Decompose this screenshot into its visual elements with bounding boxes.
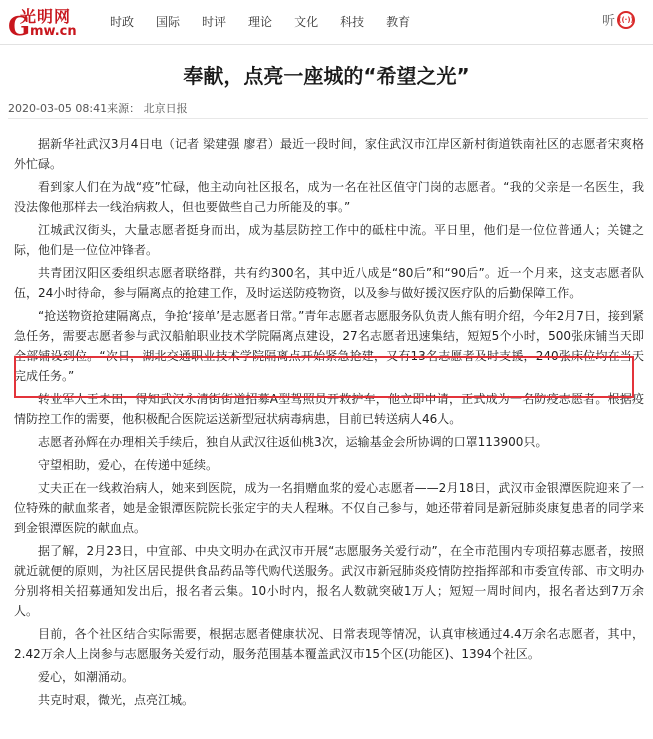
article-paragraph: 目前，各个社区结合实际需要，根据志愿者健康状况、日常表现等情况，认真审核通过4.4万余名志愿者，其中，2.42万余人上岗参与志愿服务关爱行动，服务范围基本覆盖武汉市15个区(功能区)、1394个社区。 [14,627,644,661]
article-body [14,134,644,713]
nav-item-jiaoyu[interactable]: 教育 [386,15,411,29]
article-paragraph: 据了解，2月23日，中宣部、中央文明办在武汉市开展“志愿服务关爱行动”，在全市范围内专项招募志愿者，按照就近就便的原则，为社区居民提供食品药品等代购代送服务。武汉市新冠肺炎疫情防控指挥部和市委宣传部、市文明办分别将相关招募通知发出后，报名者云集。10小时内，报名人数就突破1万人；短短一周时间内，报名者达到7万余人。 [14,544,644,618]
article-paragraph: 共青团汉阳区委组织志愿者联络群，共有约300名，其中近八成是“80后”和“90后”。近一个月来，这支志愿者队伍，24小时待命，参与隔离点的抢建工作，及时运送防疫物资，以及参与做好援汉医疗队的后勤保障工作。 [14,266,644,300]
nav-item-wenhua[interactable]: 文化 [294,15,319,29]
nav-item-guoji[interactable]: 国际 [156,15,181,29]
headphones-icon: ((·)) [617,11,635,29]
site-header [0,0,653,44]
nav-item-lilun[interactable]: 理论 [248,15,273,29]
listen-button[interactable] [602,10,635,29]
nav-item-keji[interactable]: 科技 [340,15,365,29]
logo-text: 光明网 [20,7,72,26]
article-paragraph: 江城武汉街头，大量志愿者挺身而出，成为基层防控工作中的砥柱中流。平日里，他们是一位位普通人；关键之际，他们是一位位冲锋者。 [14,223,644,257]
article-paragraph: 守望相助，爱心，在传递中延续。 [38,458,219,472]
article-paragraph: 看到家人们在为战“疫”忙碌，他主动向社区报名，成为一名在社区值守门岗的志愿者。“我的父亲是一名医生，我没法像他那样去一线治病救人，但也要做些自己力所能及的事。” [14,180,644,214]
article-paragraph: 共克时艰，微光，点亮江城。 [38,693,195,707]
meta-divider [8,118,648,119]
article-paragraph: 爱心，如潮涌动。 [38,670,135,684]
header-divider [0,44,653,45]
main-nav [110,14,432,30]
nav-item-shiping[interactable]: 时评 [202,15,227,29]
article-meta: 2020-03-05 08:41来源： 北京日报 [8,102,188,115]
article-paragraph: 据新华社武汉3月4日电（记者 梁建强 廖君）最近一段时间，家住武汉市江岸区新村街道铁南社区的志愿者宋爽格外忙碌。 [14,137,644,171]
article-paragraph: 丈夫正在一线救治病人，她来到医院，成为一名捐赠血浆的爱心志愿者——2月18日，武汉市金银潭医院迎来了一位特殊的献血浆者，她是金银潭医院院长张定宇的夫人程琳。不仅自己参与，她还带着同是新冠肺炎康复患者的同学来到金银潭医院的献血点。 [14,481,644,535]
article-paragraph: “抢送物资抢建隔离点，争抢‘接单’是志愿者日常。”青年志愿者志愿服务队负责人熊有明介绍，今年2月7日，接到紧急任务，需要志愿者参与武汉船舶职业技术学院隔离点建设，27名志愿者迅速集结，短短5个小时，500张床铺当天即全部铺设到位。“次日，湖北交通职业技术学院隔离点开始紧急抢建，又有13名志愿者及时支援，240张床位均在当天完成任务。” [14,309,644,383]
listen-label: 听 [601,14,615,29]
nav-item-shizheng[interactable]: 时政 [110,15,135,29]
article-paragraph: 转业军人王未田，得知武汉永清街街道招募A型驾照员开救护车，他立即申请，正式成为一名防疫志愿者。根据疫情防控工作的需要，他积极配合医院运送新型冠状病毒病患，目前已转送病人46人。 [14,392,644,426]
logo-domain: mw.cn [30,24,77,39]
logo-g-mark: G [8,12,31,42]
site-logo[interactable] [6,4,90,40]
article-paragraph: 志愿者孙辉在办理相关手续后，独自从武汉往返仙桃3次，运输基金会所协调的口罩113900只。 [38,435,548,449]
article-title: 奉献，点亮一座城的“希望之光” [183,64,470,88]
